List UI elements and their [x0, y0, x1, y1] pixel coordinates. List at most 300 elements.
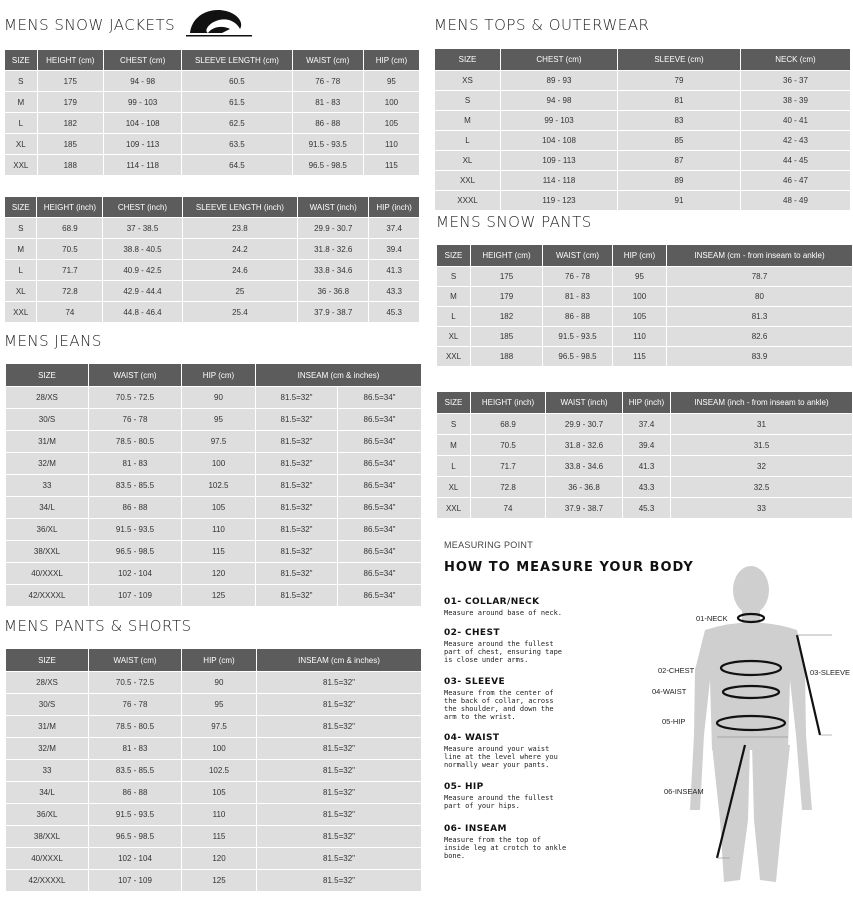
table-cell: M — [5, 239, 37, 260]
table-cell: 125 — [182, 585, 256, 607]
table-cell: 107 - 109 — [89, 870, 182, 892]
table-cell: 89 — [618, 171, 741, 191]
table-cell: 42.9 - 44.4 — [103, 281, 182, 302]
table-cell: 81.5=32" — [256, 541, 338, 563]
table-cell: XXL — [435, 171, 501, 191]
table-cell: 40 - 41 — [741, 111, 851, 131]
column-header: HIP (inch) — [623, 392, 671, 414]
column-header: HEIGHT (inch) — [471, 392, 546, 414]
table-cell: 39.4 — [369, 239, 420, 260]
step-heading: 06- INSEAM — [444, 824, 507, 834]
table-cell: 36 - 37 — [741, 71, 851, 91]
table-row — [437, 477, 853, 498]
table-cell: 68.9 — [471, 414, 546, 435]
table-cell: 99 - 103 — [103, 92, 182, 113]
table-row — [5, 92, 420, 113]
table-cell: 29.9 - 30.7 — [298, 218, 369, 239]
table-cell: 104 - 108 — [501, 131, 618, 151]
table-cell: 81.5=32" — [257, 716, 422, 738]
table-cell: 104 - 108 — [103, 113, 182, 134]
table-cell: 30/S — [6, 694, 89, 716]
column-header: CHEST (inch) — [103, 197, 182, 218]
table-cell: 34/L — [6, 497, 89, 519]
table-cell: 83.5 - 85.5 — [89, 475, 182, 497]
column-header: CHEST (cm) — [501, 49, 618, 71]
column-header: NECK (cm) — [741, 49, 851, 71]
column-header: HIP (cm) — [182, 649, 257, 672]
table-cell: 45.3 — [369, 302, 420, 323]
table-row — [6, 475, 422, 497]
neck-label: 01-NECK — [696, 614, 728, 623]
table-cell: 83.9 — [667, 347, 853, 367]
table-cell: 125 — [182, 870, 257, 892]
table-cell: 94 - 98 — [501, 91, 618, 111]
table-cell: 32/M — [6, 453, 89, 475]
table-cell: 32/M — [6, 738, 89, 760]
table-cell: 86.5=34" — [338, 387, 422, 409]
column-header: HEIGHT (cm) — [37, 50, 103, 71]
table-cell: 37 - 38.5 — [103, 218, 182, 239]
tops-table — [434, 48, 851, 211]
table-row — [437, 456, 853, 477]
table-cell: 94 - 98 — [103, 71, 182, 92]
table-cell: 36/XL — [6, 519, 89, 541]
table-cell: 175 — [471, 267, 543, 287]
table-cell: 81 - 83 — [543, 287, 613, 307]
table-cell: 70.5 — [471, 435, 546, 456]
table-cell: 38/XXL — [6, 541, 89, 563]
table-cell: 110 — [182, 519, 256, 541]
table-cell: XL — [5, 281, 37, 302]
table-cell: 81.5=32" — [257, 738, 422, 760]
column-header: HIP (inch) — [369, 197, 420, 218]
table-cell: 33 — [6, 475, 89, 497]
column-header: WAIST (inch) — [298, 197, 369, 218]
table-cell: 31/M — [6, 431, 89, 453]
table-row — [435, 91, 851, 111]
table-cell: 102 - 104 — [89, 563, 182, 585]
table-cell: 76 - 78 — [543, 267, 613, 287]
table-cell: 86 - 88 — [543, 307, 613, 327]
table-cell: 31.8 - 32.6 — [298, 239, 369, 260]
table-row — [435, 131, 851, 151]
table-row — [435, 191, 851, 211]
table-cell: M — [437, 287, 471, 307]
column-header: SIZE — [6, 649, 89, 672]
table-cell: XL — [435, 151, 501, 171]
table-cell: XL — [437, 327, 471, 347]
table-cell: 81.5=32" — [256, 431, 338, 453]
table-cell: 78.7 — [667, 267, 853, 287]
table-row — [437, 327, 853, 347]
table-cell: 188 — [471, 347, 543, 367]
column-header: WAIST (cm) — [89, 364, 182, 387]
table-cell: 86.5=34" — [338, 541, 422, 563]
column-header: INSEAM (cm - from inseam to ankle) — [667, 245, 853, 267]
table-cell: 85 — [618, 131, 741, 151]
table-cell: 40/XXXL — [6, 848, 89, 870]
table-cell: 81.3 — [667, 307, 853, 327]
table-cell: XXL — [5, 155, 38, 176]
table-cell: 42/XXXXL — [6, 585, 89, 607]
table-row — [6, 519, 422, 541]
table-cell: 120 — [182, 848, 257, 870]
table-row — [5, 71, 420, 92]
table-row — [6, 782, 422, 804]
table-cell: 76 - 78 — [292, 71, 363, 92]
table-row — [6, 804, 422, 826]
waist-label: 04-WAIST — [652, 687, 687, 696]
table-cell: 36 - 36.8 — [298, 281, 369, 302]
column-header: INSEAM (cm & inches) — [257, 649, 422, 672]
column-header: HIP (cm) — [182, 364, 256, 387]
table-cell: 115 — [182, 541, 256, 563]
table-row — [6, 672, 422, 694]
step-heading: 03- SLEEVE — [444, 677, 506, 687]
table-cell: 120 — [182, 563, 256, 585]
table-cell: 182 — [471, 307, 543, 327]
table-cell: 81.5=32" — [257, 804, 422, 826]
table-cell: 86.5=34" — [338, 409, 422, 431]
table-cell: 99 - 103 — [501, 111, 618, 131]
table-row — [6, 870, 422, 892]
table-cell: 64.5 — [182, 155, 292, 176]
table-cell: 76 - 78 — [89, 409, 182, 431]
column-header: SIZE — [435, 49, 501, 71]
table-row — [5, 302, 420, 323]
table-cell: 24.2 — [182, 239, 298, 260]
step-text: Measure around the fullest part of chest, ensuring tape is close under arms. — [444, 640, 563, 664]
table-cell: 81 - 83 — [89, 453, 182, 475]
table-cell: 33.8 - 34.6 — [546, 456, 623, 477]
table-row — [6, 848, 422, 870]
table-row — [6, 563, 422, 585]
table-row — [6, 760, 422, 782]
table-cell: 81 - 83 — [292, 92, 363, 113]
table-cell: 100 — [182, 453, 256, 475]
table-cell: 78.5 - 80.5 — [89, 716, 182, 738]
table-cell: 38.8 - 40.5 — [103, 239, 182, 260]
table-cell: 72.8 — [471, 477, 546, 498]
table-cell: 81.5=32" — [256, 563, 338, 585]
table-cell: 40.9 - 42.5 — [103, 260, 182, 281]
table-cell: 91.5 - 93.5 — [292, 134, 363, 155]
table-cell: 81.5=32" — [256, 585, 338, 607]
table-cell: 81.5=32" — [257, 848, 422, 870]
table-cell: 96.5 - 98.5 — [89, 541, 182, 563]
step-heading: 01- COLLAR/NECK — [444, 597, 540, 607]
inseam-label: 06-INSEAM — [664, 787, 704, 796]
table-cell: 38 - 39 — [741, 91, 851, 111]
table-cell: 81.5=32" — [256, 453, 338, 475]
measuring-point-label: MEASURING POINT — [444, 540, 534, 550]
table-cell: 43.3 — [623, 477, 671, 498]
table-cell: 33.8 - 34.6 — [298, 260, 369, 281]
quiksilver-logo — [186, 5, 254, 37]
step-waist — [444, 733, 569, 769]
table-cell: S — [5, 71, 38, 92]
column-header: HIP (cm) — [363, 50, 419, 71]
table-cell: 36/XL — [6, 804, 89, 826]
table-cell: 81.5=32" — [257, 870, 422, 892]
table-cell: 76 - 78 — [89, 694, 182, 716]
table-cell: S — [435, 91, 501, 111]
table-cell: 102 - 104 — [89, 848, 182, 870]
table-cell: 44 - 45 — [741, 151, 851, 171]
table-row — [5, 239, 420, 260]
table-cell: 102.5 — [182, 760, 257, 782]
table-row — [6, 497, 422, 519]
column-header: WAIST (cm) — [543, 245, 613, 267]
table-cell: 100 — [363, 92, 419, 113]
column-header: SLEEVE LENGTH (inch) — [182, 197, 298, 218]
table-row — [437, 267, 853, 287]
table-cell: 86.5=34" — [338, 431, 422, 453]
table-cell: 179 — [471, 287, 543, 307]
table-cell: XS — [435, 71, 501, 91]
table-cell: 34/L — [6, 782, 89, 804]
table-row — [435, 71, 851, 91]
table-cell: 81.5=32" — [256, 519, 338, 541]
table-cell: 70.5 - 72.5 — [89, 672, 182, 694]
table-cell: 32.5 — [671, 477, 853, 498]
table-cell: 96.5 - 98.5 — [89, 826, 182, 848]
column-header: CHEST (cm) — [103, 50, 182, 71]
table-row — [437, 498, 853, 519]
table-cell: XXXL — [435, 191, 501, 211]
column-header: HEIGHT (inch) — [37, 197, 103, 218]
table-row — [6, 585, 422, 607]
table-row — [5, 155, 420, 176]
table-cell: 62.5 — [182, 113, 292, 134]
table-row — [6, 453, 422, 475]
step-inseam — [444, 824, 569, 860]
table-cell: 95 — [363, 71, 419, 92]
table-cell: 81.5=32" — [256, 475, 338, 497]
table-cell: 102.5 — [182, 475, 256, 497]
table-cell: 79 — [618, 71, 741, 91]
table-cell: 100 — [613, 287, 667, 307]
table-cell: 81.5=32" — [257, 782, 422, 804]
table-cell: 109 - 113 — [103, 134, 182, 155]
table-cell: 44.8 - 46.4 — [103, 302, 182, 323]
step-hip — [444, 782, 569, 810]
table-cell: 38/XXL — [6, 826, 89, 848]
snow-pants-inch-table — [436, 391, 853, 519]
table-cell: 185 — [471, 327, 543, 347]
table-cell: 31.8 - 32.6 — [546, 435, 623, 456]
table-cell: 105 — [182, 497, 256, 519]
table-cell: 105 — [363, 113, 419, 134]
table-cell: 61.5 — [182, 92, 292, 113]
table-cell: 40/XXXL — [6, 563, 89, 585]
column-header: INSEAM (inch - from inseam to ankle) — [671, 392, 853, 414]
table-cell: 39.4 — [623, 435, 671, 456]
table-cell: 48 - 49 — [741, 191, 851, 211]
step-heading: 04- WAIST — [444, 733, 500, 743]
column-header: WAIST (cm) — [292, 50, 363, 71]
snow-jackets-title: MENS SNOW JACKETS — [4, 16, 176, 34]
table-cell: 23.8 — [182, 218, 298, 239]
table-cell: L — [437, 456, 471, 477]
column-header: SIZE — [437, 245, 471, 267]
table-row — [5, 218, 420, 239]
table-cell: XXL — [5, 302, 37, 323]
sleeve-label: 03-SLEEVE — [810, 668, 851, 677]
table-cell: 119 - 123 — [501, 191, 618, 211]
table-cell: 41.3 — [369, 260, 420, 281]
table-cell: 86.5=34" — [338, 453, 422, 475]
table-cell: 175 — [37, 71, 103, 92]
table-row — [5, 134, 420, 155]
table-cell: 105 — [182, 782, 257, 804]
table-row — [435, 111, 851, 131]
table-cell: 70.5 - 72.5 — [89, 387, 182, 409]
table-cell: 96.5 - 98.5 — [292, 155, 363, 176]
body-figure — [600, 560, 853, 895]
column-header: INSEAM (cm & inches) — [256, 364, 422, 387]
column-header: SIZE — [437, 392, 471, 414]
column-header: SIZE — [5, 50, 38, 71]
column-header: HIP (cm) — [613, 245, 667, 267]
table-cell: L — [437, 307, 471, 327]
table-cell: M — [437, 435, 471, 456]
step-heading: 02- CHEST — [444, 628, 500, 638]
table-cell: 110 — [182, 804, 257, 826]
table-cell: 81 — [618, 91, 741, 111]
table-cell: 25 — [182, 281, 298, 302]
table-row — [6, 387, 422, 409]
table-cell: 29.9 - 30.7 — [546, 414, 623, 435]
table-cell: XL — [5, 134, 38, 155]
step-sleeve — [444, 677, 569, 721]
table-cell: 109 - 113 — [501, 151, 618, 171]
table-cell: 31/M — [6, 716, 89, 738]
table-cell: 37.9 - 38.7 — [298, 302, 369, 323]
hip-label: 05-HIP — [662, 717, 686, 726]
table-cell: 90 — [182, 672, 257, 694]
step-text: Measure from the top of inside leg at crotch to ankle bone. — [444, 836, 567, 860]
table-cell: 179 — [37, 92, 103, 113]
table-row — [6, 541, 422, 563]
column-header: SLEEVE (cm) — [618, 49, 741, 71]
table-cell: M — [5, 92, 38, 113]
table-cell: 72.8 — [37, 281, 103, 302]
pants-shorts-table — [5, 648, 422, 892]
table-cell: 28/XS — [6, 672, 89, 694]
table-cell: 81.5=32" — [256, 409, 338, 431]
table-cell: 33 — [6, 760, 89, 782]
table-cell: 36 - 36.8 — [546, 477, 623, 498]
table-cell: 89 - 93 — [501, 71, 618, 91]
table-cell: XXL — [437, 347, 471, 367]
table-row — [5, 281, 420, 302]
jeans-title: MENS JEANS — [4, 332, 102, 350]
column-header: WAIST (inch) — [546, 392, 623, 414]
table-cell: 81.5=32" — [257, 826, 422, 848]
table-cell: 86.5=34" — [338, 475, 422, 497]
table-row — [435, 151, 851, 171]
table-cell: 107 - 109 — [89, 585, 182, 607]
step-heading: 05- HIP — [444, 782, 484, 792]
table-cell: 97.5 — [182, 431, 256, 453]
table-cell: 74 — [471, 498, 546, 519]
table-cell: 32 — [671, 456, 853, 477]
table-cell: 114 - 118 — [501, 171, 618, 191]
table-cell: 110 — [613, 327, 667, 347]
table-cell: 86.5=34" — [338, 563, 422, 585]
table-cell: 70.5 — [37, 239, 103, 260]
table-row — [6, 738, 422, 760]
table-cell: 71.7 — [37, 260, 103, 281]
step-neck — [444, 597, 569, 617]
table-row — [435, 171, 851, 191]
table-cell: 90 — [182, 387, 256, 409]
table-cell: 115 — [613, 347, 667, 367]
table-cell: 31.5 — [671, 435, 853, 456]
table-cell: 42/XXXXL — [6, 870, 89, 892]
table-cell: 43.3 — [369, 281, 420, 302]
table-cell: 182 — [37, 113, 103, 134]
table-cell: 25.4 — [182, 302, 298, 323]
table-cell: 28/XS — [6, 387, 89, 409]
table-cell: 24.6 — [182, 260, 298, 281]
table-cell: 37.9 - 38.7 — [546, 498, 623, 519]
step-text: Measure around the fullest part of your hips. — [444, 794, 554, 810]
table-row — [437, 307, 853, 327]
table-cell: 60.5 — [182, 71, 292, 92]
table-cell: 86.5=34" — [338, 519, 422, 541]
table-cell: 45.3 — [623, 498, 671, 519]
snow-jackets-inch-table — [4, 196, 420, 323]
table-cell: 33 — [671, 498, 853, 519]
table-cell: 96.5 - 98.5 — [543, 347, 613, 367]
table-cell: 78.5 - 80.5 — [89, 431, 182, 453]
table-cell: 91 — [618, 191, 741, 211]
table-cell: 81.5=32" — [257, 694, 422, 716]
table-cell: 110 — [363, 134, 419, 155]
table-cell: 81.5=32" — [257, 760, 422, 782]
table-cell: 95 — [182, 409, 256, 431]
snow-pants-title: MENS SNOW PANTS — [436, 213, 592, 231]
table-cell: 86 - 88 — [89, 782, 182, 804]
table-cell: 188 — [37, 155, 103, 176]
table-cell: 42 - 43 — [741, 131, 851, 151]
table-cell: 86 - 88 — [89, 497, 182, 519]
how-to-measure-title: HOW TO MEASURE YOUR BODY — [444, 560, 694, 575]
table-cell: 30/S — [6, 409, 89, 431]
table-cell: 97.5 — [182, 716, 257, 738]
table-cell: 37.4 — [623, 414, 671, 435]
table-cell: 115 — [182, 826, 257, 848]
table-cell: 95 — [182, 694, 257, 716]
table-cell: 37.4 — [369, 218, 420, 239]
table-cell: 87 — [618, 151, 741, 171]
table-cell: 74 — [37, 302, 103, 323]
table-cell: L — [5, 260, 37, 281]
table-cell: 91.5 - 93.5 — [543, 327, 613, 347]
table-cell: 86.5=34" — [338, 497, 422, 519]
table-cell: 68.9 — [37, 218, 103, 239]
step-text: Measure around base of neck. — [444, 609, 563, 617]
table-cell: 81.5=32" — [256, 497, 338, 519]
step-chest — [444, 628, 569, 664]
table-row — [6, 694, 422, 716]
table-cell: 95 — [613, 267, 667, 287]
table-row — [5, 113, 420, 134]
column-header: SLEEVE LENGTH (cm) — [182, 50, 292, 71]
table-cell: 46 - 47 — [741, 171, 851, 191]
